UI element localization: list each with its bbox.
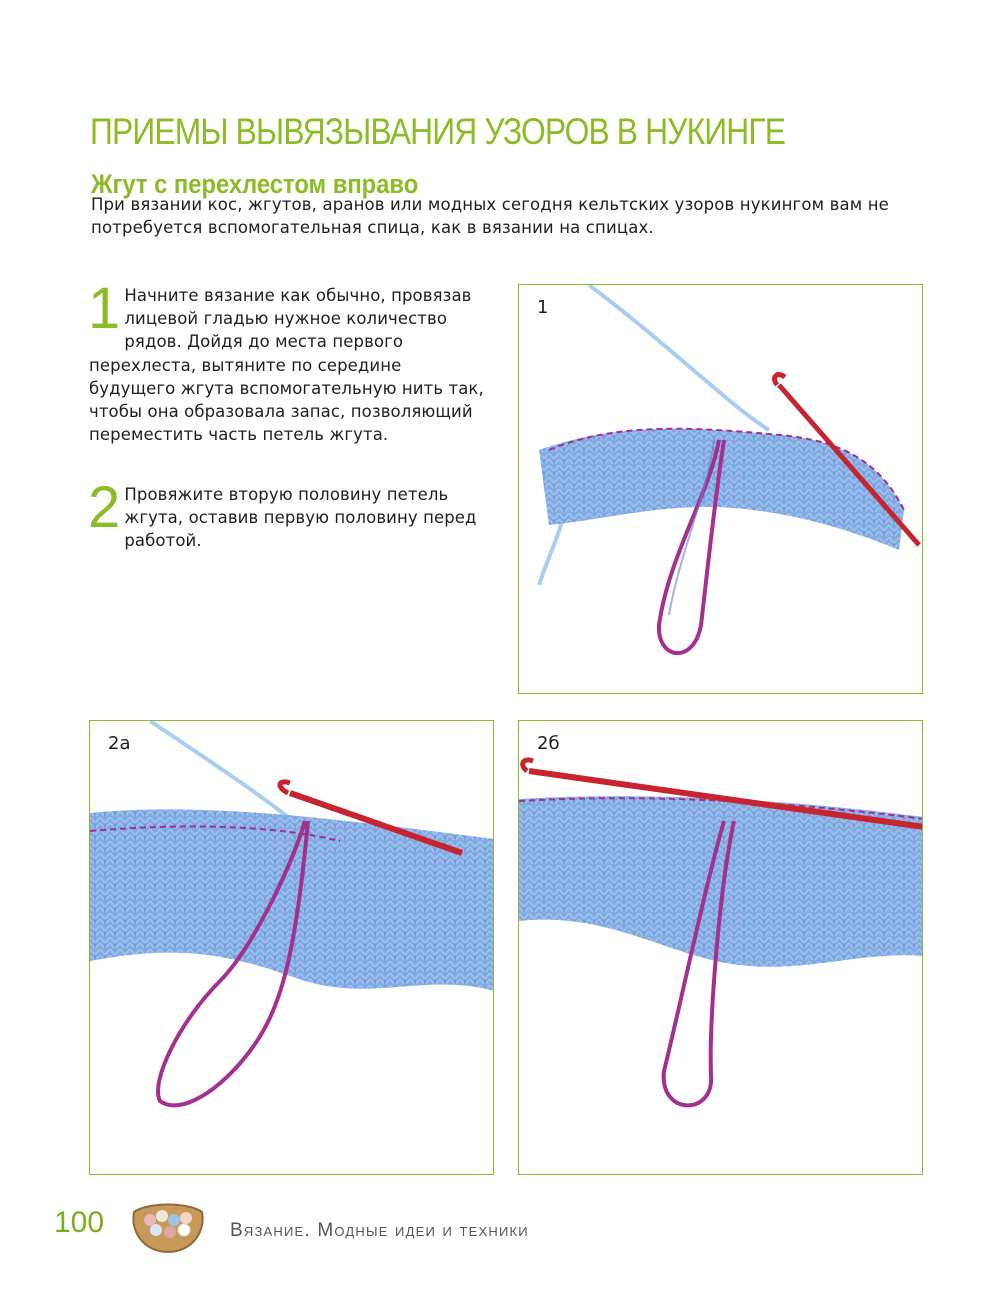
intro-paragraph: При вязании кос, жгутов, аранов или модных сегодня кельтских узоров нукингом вам не потребуется вспомогательная спица, как в вязании на спицах. <box>91 195 889 237</box>
photo-2a-illustration <box>90 721 494 1175</box>
photo-2b-label: 2б <box>537 733 560 754</box>
page-title: ПРИЕМЫ ВЫВЯЗЫВАНИЯ УЗОРОВ В НУКИНГЕ <box>90 110 786 152</box>
photo-2b-illustration <box>519 721 923 1175</box>
section-subtitle: Жгут с перехлестом вправо <box>91 169 419 200</box>
step-2-text: Провяжите вторую половину петель жгута, оставив первую половину перед работой. <box>124 485 477 551</box>
step-1-number: 1 <box>88 276 121 341</box>
page-number: 100 <box>54 1206 105 1239</box>
step-1-text: Начните вязание как обычно, провязав лицевой гладью нужное количество рядов. Дойдя до места первого перехлеста, вытяните по середине будущего жгута вспомогательную нить так, чтобы она образовала запас, позволяющий переместить часть петель жгута. <box>89 286 484 445</box>
photo-2b <box>518 720 923 1175</box>
photo-2a-label: 2а <box>108 733 131 754</box>
step-2 <box>88 475 489 553</box>
book-title: Вязание. Модные идеи и техники <box>230 1220 529 1241</box>
step-2-number: 2 <box>88 475 121 540</box>
photo-1-illustration <box>519 285 923 694</box>
photo-2a <box>89 720 494 1175</box>
step-1 <box>88 276 489 446</box>
photo-1 <box>518 284 923 694</box>
photo-1-label: 1 <box>537 297 549 318</box>
yarn-basket-icon <box>128 1194 208 1254</box>
